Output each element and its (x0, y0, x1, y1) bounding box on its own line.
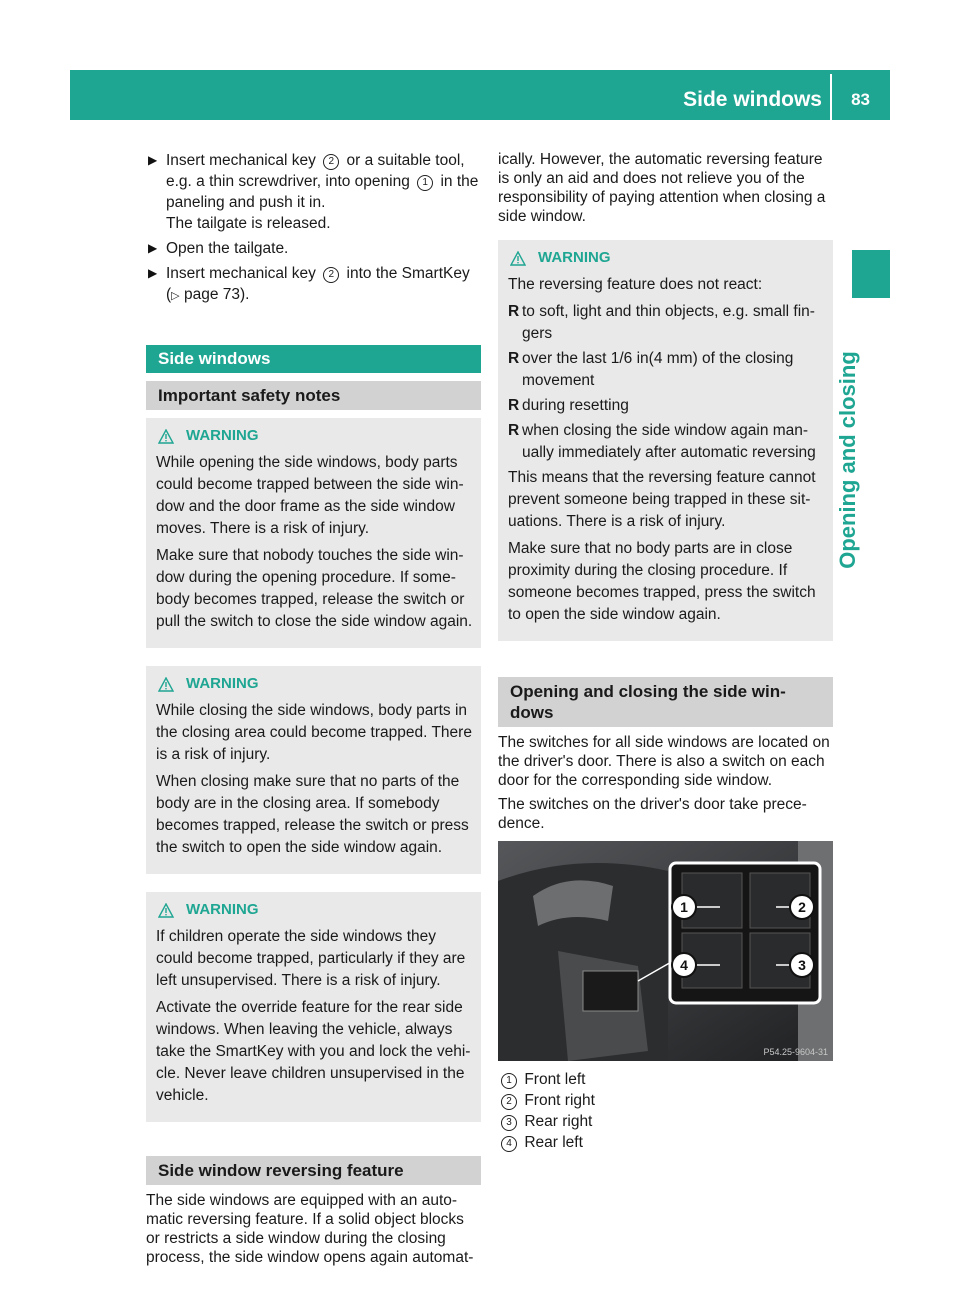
warning-heading: WARNING (156, 426, 473, 446)
subsection-title: Opening and closing the side win-dows (498, 677, 833, 727)
caption-item: 2 Front right (498, 1090, 833, 1111)
header-bar (70, 70, 890, 120)
step-arrow-icon: ▶ (148, 266, 158, 280)
warning-triangle-icon (510, 251, 526, 266)
step-arrow-icon: ▶ (148, 241, 158, 255)
warning-text: While opening the side windows, body parts could become trapped between the side win-dow and the door frame as the side window moves. There is a risk of injury. (156, 454, 464, 537)
warning-box (146, 892, 481, 1122)
header-title: Side windows (683, 88, 822, 111)
callout-1: 1 (680, 899, 688, 915)
warning-text: Make sure that nobody touches the side win-dow during the opening procedure. If some-body becomes trapped, release the switch or pull the switch to close the side window again. (156, 547, 473, 630)
warning-bullet: R when closing the side window again man-ually immediately after automatic reversing (508, 422, 816, 461)
warning-bullet: R over the last 1/6 in(4 mm) of the closing movement (508, 350, 794, 389)
instruction-step: ▶ Insert mechanical key 2 into the SmartKey (▷ page 73). (148, 265, 470, 303)
warning-text: If children operate the side windows they could become trapped, particularly if they are left unsupervised. There is a risk of injury. (156, 928, 466, 989)
caption-item: 1 Front left (498, 1069, 833, 1090)
section-title: Side windows (146, 345, 481, 373)
warning-bullet: R during resetting (508, 397, 629, 414)
warning-triangle-icon (158, 429, 174, 444)
step-arrow-icon: ▶ (148, 153, 158, 167)
warning-bullet: R to soft, light and thin objects, e.g. small fin-gers (508, 303, 815, 342)
page-reference-link[interactable]: page 73). (183, 286, 250, 303)
photo-code: P54.25-9604-31 (763, 1047, 828, 1057)
left-column (146, 150, 481, 1272)
warning-box (498, 240, 833, 641)
warning-triangle-icon (158, 903, 174, 918)
right-column (498, 150, 833, 1153)
callout-number: 1 (417, 175, 433, 191)
caption-list (498, 1069, 833, 1153)
chapter-tab-marker (852, 250, 890, 298)
warning-text: This means that the reversing feature cannot prevent someone being trapped in these sit-uations. There is a risk of injury. (508, 469, 816, 530)
header-divider (830, 74, 832, 120)
warning-text: Activate the override feature for the rear side windows. When leaving the vehicle, always take the SmartKey with you and lock the vehi-cle. Never leave children unsupervised in the vehicle. (156, 999, 471, 1104)
callout-4: 4 (680, 957, 688, 973)
chapter-tab-label: Opening and closing (835, 351, 860, 569)
warning-heading: WARNING (156, 674, 473, 694)
page-number: 83 (851, 90, 870, 109)
callout-number: 2 (323, 267, 339, 283)
subsection-title: Important safety notes (146, 381, 481, 410)
body-text: ically. However, the automatic reversing feature is only an aid and does not relieve you of the responsibility of paying attention when closing a side window. (498, 151, 826, 225)
instruction-step: ▶ Insert mechanical key 2 or a suitable tool, e.g. a thin screwdriver, into opening 1 in the paneling and push it in. The tailgate is released. (148, 152, 479, 232)
warning-heading: WARNING (156, 900, 473, 920)
body-text: The side windows are equipped with an auto-matic reversing feature. If a solid object blocks or restricts a side window during the closing process, the side window opens again automat- (146, 1192, 474, 1266)
warning-text: When closing make sure that no parts of the body are in the closing area. If somebody becomes trapped, release the switch or press the switch to open the side window again. (156, 773, 469, 856)
warning-text: While closing the side windows, body parts in the closing area could become trapped. There is a risk of injury. (156, 702, 472, 763)
warning-box (146, 418, 481, 648)
warning-box (146, 666, 481, 874)
callout-number: 2 (323, 154, 339, 170)
door-switch-photo (498, 841, 833, 1061)
warning-text: Make sure that no body parts are in close proximity during the closing procedure. If someone becomes trapped, press the switch to open the side window again. (508, 540, 816, 623)
body-text: The switches for all side windows are located on the driver's door. There is also a switch on each door for the corresponding side window. (498, 734, 830, 789)
warning-heading: WARNING (508, 248, 825, 268)
callout-3: 3 (798, 957, 806, 973)
body-text: The switches on the driver's door take prece-dence. (498, 796, 807, 832)
caption-item: 3 Rear right (498, 1111, 833, 1132)
callout-2: 2 (798, 899, 806, 915)
page-ref-arrow-icon: ▷ (171, 290, 180, 302)
instruction-step: ▶ Open the tailgate. (148, 240, 289, 257)
caption-item: 4 Rear left (498, 1132, 833, 1153)
warning-text: The reversing feature does not react: (508, 276, 763, 293)
door-switch-illustration (498, 841, 833, 1061)
subsection-title: Side window reversing feature (146, 1156, 481, 1185)
warning-triangle-icon (158, 677, 174, 692)
